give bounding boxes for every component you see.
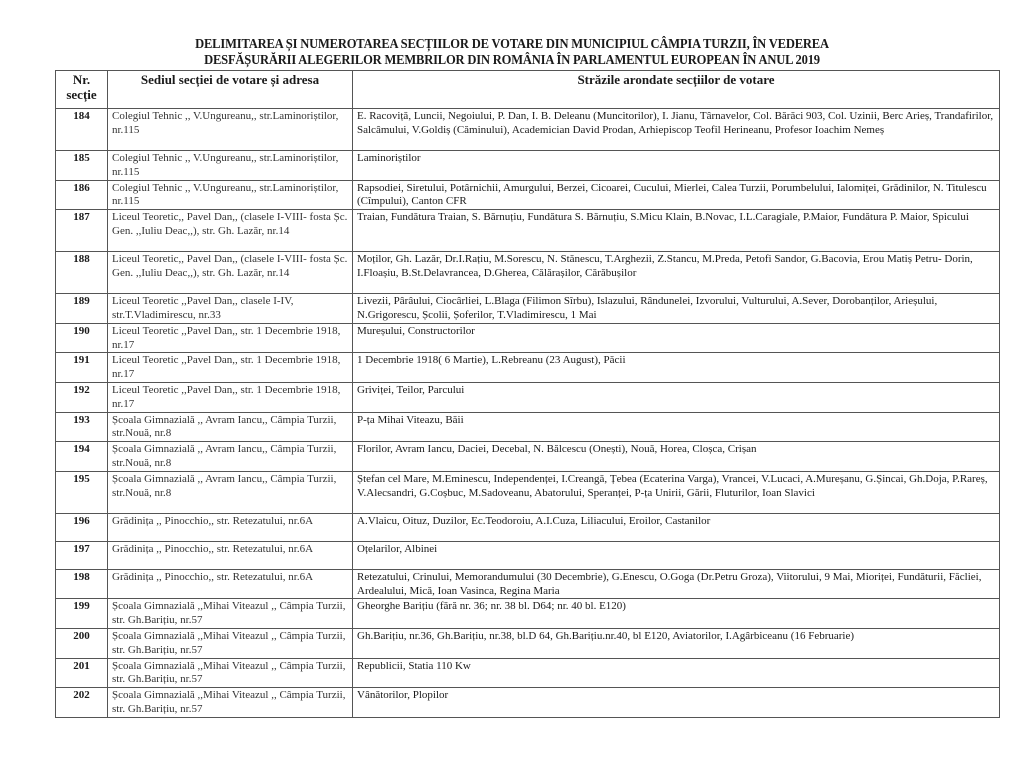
cell-strazi: Griviței, Teilor, Parcului bbox=[353, 382, 1000, 412]
cell-sediu: Liceul Teoretic ,,Pavel Dan,, str. 1 Decembrie 1918, nr.17 bbox=[108, 323, 353, 353]
cell-sediu: Colegiul Tehnic ,, V.Ungureanu,, str.Laminoriștilor, nr.115 bbox=[108, 151, 353, 181]
cell-nr-sectie: 198 bbox=[56, 569, 108, 599]
cell-sediu: Liceul Teoretic ,,Pavel Dan,, str. 1 Decembrie 1918, nr.17 bbox=[108, 382, 353, 412]
title-line-2: DESFĂȘURĂRII ALEGERILOR MEMBRILOR DIN ROMÂNIA ÎN PARLAMENTUL EUROPEAN ÎN ANUL 2019 bbox=[204, 52, 820, 67]
cell-strazi: Gh.Barițiu, nr.36, Gh.Barițiu, nr.38, bl.D 64, Gh.Barițiu.nr.40, bl E120, Aviatorilor, I.Agârbiceanu (16 Februarie) bbox=[353, 628, 1000, 658]
cell-nr-sectie: 184 bbox=[56, 109, 108, 151]
cell-sediu: Liceul Teoretic ,,Pavel Dan,, clasele I-IV, str.T.Vladimirescu, nr.33 bbox=[108, 294, 353, 324]
header-sediu: Sediul secției de votare și adresa bbox=[108, 71, 353, 109]
table-row bbox=[56, 442, 1000, 472]
cell-strazi: Gheorghe Barițiu (fără nr. 36; nr. 38 bl. D64; nr. 40 bl. E120) bbox=[353, 599, 1000, 629]
cell-nr-sectie: 201 bbox=[56, 658, 108, 688]
title-line-1: DELIMITAREA ȘI NUMEROTAREA SECȚIILOR DE VOTARE DIN MUNICIPIUL CÂMPIA TURZII, ÎN VEDEREA bbox=[195, 36, 829, 51]
table-row bbox=[56, 252, 1000, 294]
cell-nr-sectie: 185 bbox=[56, 151, 108, 181]
cell-nr-sectie: 197 bbox=[56, 541, 108, 569]
cell-sediu: Școala Gimnazială ,,Mihai Viteazul ,, Câmpia Turzii, str. Gh.Barițiu, nr.57 bbox=[108, 628, 353, 658]
cell-strazi: Retezatului, Crinului, Memorandumului (30 Decembrie), G.Enescu, O.Goga (Dr.Petru Groza), Viitorului, 9 Mai, Mioriței, Fundăturii, Făcliei, Ardealului, Mică, Ioan Vasinca, Regina Maria bbox=[353, 569, 1000, 599]
table-row bbox=[56, 412, 1000, 442]
cell-sediu: Liceul Teoretic ,,Pavel Dan,, str. 1 Decembrie 1918, nr.17 bbox=[108, 353, 353, 383]
cell-nr-sectie: 192 bbox=[56, 382, 108, 412]
table-row bbox=[56, 109, 1000, 151]
cell-nr-sectie: 194 bbox=[56, 442, 108, 472]
table-row bbox=[56, 599, 1000, 629]
cell-nr-sectie: 190 bbox=[56, 323, 108, 353]
cell-nr-sectie: 187 bbox=[56, 210, 108, 252]
cell-strazi: Livezii, Pârâului, Ciocârliei, L.Blaga (Filimon Sîrbu), Islazului, Rândunelei, Izvorului, Vulturului, A.Sever, Dorobanților, Arieșului, N.Grigorescu, Școlii, Șoferilor, T.Vladimirescu, 1 Mai bbox=[353, 294, 1000, 324]
cell-strazi: Florilor, Avram Iancu, Daciei, Decebal, N. Bălcescu (Onești), Nouă, Horea, Cloșca, Crișan bbox=[353, 442, 1000, 472]
cell-strazi: Traian, Fundătura Traian, S. Bărnuțiu, Fundătura S. Bărnuțiu, S.Micu Klain, B.Novac, I.L.Caragiale, P.Maior, Fundătura P. Maior, Spicului bbox=[353, 210, 1000, 252]
table-row bbox=[56, 541, 1000, 569]
table-row bbox=[56, 513, 1000, 541]
cell-nr-sectie: 200 bbox=[56, 628, 108, 658]
table-row bbox=[56, 151, 1000, 181]
cell-sediu: Grădinița ,, Pinocchio,, str. Retezatului, nr.6A bbox=[108, 569, 353, 599]
cell-strazi: Republicii, Statia 110 Kw bbox=[353, 658, 1000, 688]
cell-sediu: Colegiul Tehnic ,, V.Ungureanu,, str.Laminoriștilor, nr.115 bbox=[108, 109, 353, 151]
cell-nr-sectie: 193 bbox=[56, 412, 108, 442]
cell-strazi: 1 Decembrie 1918( 6 Martie), L.Rebreanu (23 August), Păcii bbox=[353, 353, 1000, 383]
table-row bbox=[56, 180, 1000, 210]
document-title bbox=[36, 36, 988, 68]
cell-sediu: Școala Gimnazială ,,Mihai Viteazul ,, Câmpia Turzii, str. Gh.Barițiu, nr.57 bbox=[108, 688, 353, 718]
cell-nr-sectie: 189 bbox=[56, 294, 108, 324]
table-row bbox=[56, 688, 1000, 718]
cell-sediu: Colegiul Tehnic ,, V.Ungureanu,, str.Laminoriștilor, nr.115 bbox=[108, 180, 353, 210]
header-strazi: Străzile arondate secțiilor de votare bbox=[353, 71, 1000, 109]
table-row bbox=[56, 323, 1000, 353]
cell-nr-sectie: 202 bbox=[56, 688, 108, 718]
cell-sediu: Școala Gimnazială ,, Avram Iancu,, Câmpia Turzii, str.Nouă, nr.8 bbox=[108, 412, 353, 442]
header-nr-sectie: Nr. secție bbox=[56, 71, 108, 109]
table-row bbox=[56, 471, 1000, 513]
table-row bbox=[56, 569, 1000, 599]
cell-strazi: Oțelarilor, Albinei bbox=[353, 541, 1000, 569]
table-row bbox=[56, 658, 1000, 688]
cell-sediu: Școala Gimnazială ,, Avram Iancu,, Câmpia Turzii, str.Nouă, nr.8 bbox=[108, 442, 353, 472]
table-row bbox=[56, 382, 1000, 412]
cell-strazi: Vânătorilor, Plopilor bbox=[353, 688, 1000, 718]
cell-strazi: E. Racoviță, Luncii, Negoiului, P. Dan, I. B. Deleanu (Muncitorilor), I. Jianu, Târnavelor, Col. Bărăci 903, Col. Uzinii, Berc Arieș, Trandafirilor, Salcâmului, V.Goldiș (Căminului), Academician David Prodan, Arhiepiscop Teofil Herineanu, Profesor Ioachim Nemeș bbox=[353, 109, 1000, 151]
table-row bbox=[56, 628, 1000, 658]
cell-nr-sectie: 191 bbox=[56, 353, 108, 383]
cell-sediu: Liceul Teoretic,, Pavel Dan,, (clasele I-VIII- fosta Șc. Gen. ,,Iuliu Deac,,), str. Gh. Lazăr, nr.14 bbox=[108, 210, 353, 252]
cell-strazi: Ștefan cel Mare, M.Eminescu, Independenței, I.Creangă, Țebea (Ecaterina Varga), Vrancei, V.Lucaci, A.Mureșanu, G.Șincai, Gh.Doja, P.Rareș, V.Alecsandri, G.Coșbuc, M.Sadoveanu, Abatorului, Speranței, P-ța Unirii, Gării, Fluturilor, Ioan Slavici bbox=[353, 471, 1000, 513]
cell-sediu: Grădinița ,, Pinocchio,, str. Retezatului, nr.6A bbox=[108, 541, 353, 569]
cell-nr-sectie: 195 bbox=[56, 471, 108, 513]
table-row bbox=[56, 353, 1000, 383]
cell-strazi: A.Vlaicu, Oituz, Duzilor, Ec.Teodoroiu, A.I.Cuza, Liliacului, Eroilor, Castanilor bbox=[353, 513, 1000, 541]
cell-sediu: Școala Gimnazială ,,Mihai Viteazul ,, Câmpia Turzii, str. Gh.Barițiu, nr.57 bbox=[108, 599, 353, 629]
cell-strazi: Laminoriștilor bbox=[353, 151, 1000, 181]
cell-sediu: Liceul Teoretic,, Pavel Dan,, (clasele I-VIII- fosta Șc. Gen. ,,Iuliu Deac,,), str. Gh. Lazăr, nr.14 bbox=[108, 252, 353, 294]
cell-sediu: Grădinița ,, Pinocchio,, str. Retezatului, nr.6A bbox=[108, 513, 353, 541]
cell-sediu: Școala Gimnazială ,, Avram Iancu,, Câmpia Turzii, str.Nouă, nr.8 bbox=[108, 471, 353, 513]
cell-nr-sectie: 196 bbox=[56, 513, 108, 541]
cell-strazi: Moților, Gh. Lazăr, Dr.I.Rațiu, M.Sorescu, N. Stănescu, T.Arghezii, Z.Stancu, M.Preda, Petofi Sandor, G.Bacovia, Erou Matiș Petru- Dorin, I.Floașiu, B.St.Delavrancea, D.Gherea, Călărașilor, Cărăbușilor bbox=[353, 252, 1000, 294]
cell-nr-sectie: 188 bbox=[56, 252, 108, 294]
cell-sediu: Școala Gimnazială ,,Mihai Viteazul ,, Câmpia Turzii, str. Gh.Barițiu, nr.57 bbox=[108, 658, 353, 688]
cell-strazi: Mureșului, Constructorilor bbox=[353, 323, 1000, 353]
cell-strazi: Rapsodiei, Siretului, Potârnichii, Amurgului, Berzei, Cicoarei, Cucului, Mierlei, Calea Turzii, Porumbelului, Ialomiței, Grădinilor, N. Titulescu (Cîmpului), Canton CFR bbox=[353, 180, 1000, 210]
cell-nr-sectie: 186 bbox=[56, 180, 108, 210]
table-row bbox=[56, 210, 1000, 252]
table-row bbox=[56, 294, 1000, 324]
cell-strazi: P-ța Mihai Viteazu, Băii bbox=[353, 412, 1000, 442]
table-header-row bbox=[56, 71, 1000, 109]
cell-nr-sectie: 199 bbox=[56, 599, 108, 629]
polling-stations-table bbox=[55, 70, 1000, 718]
